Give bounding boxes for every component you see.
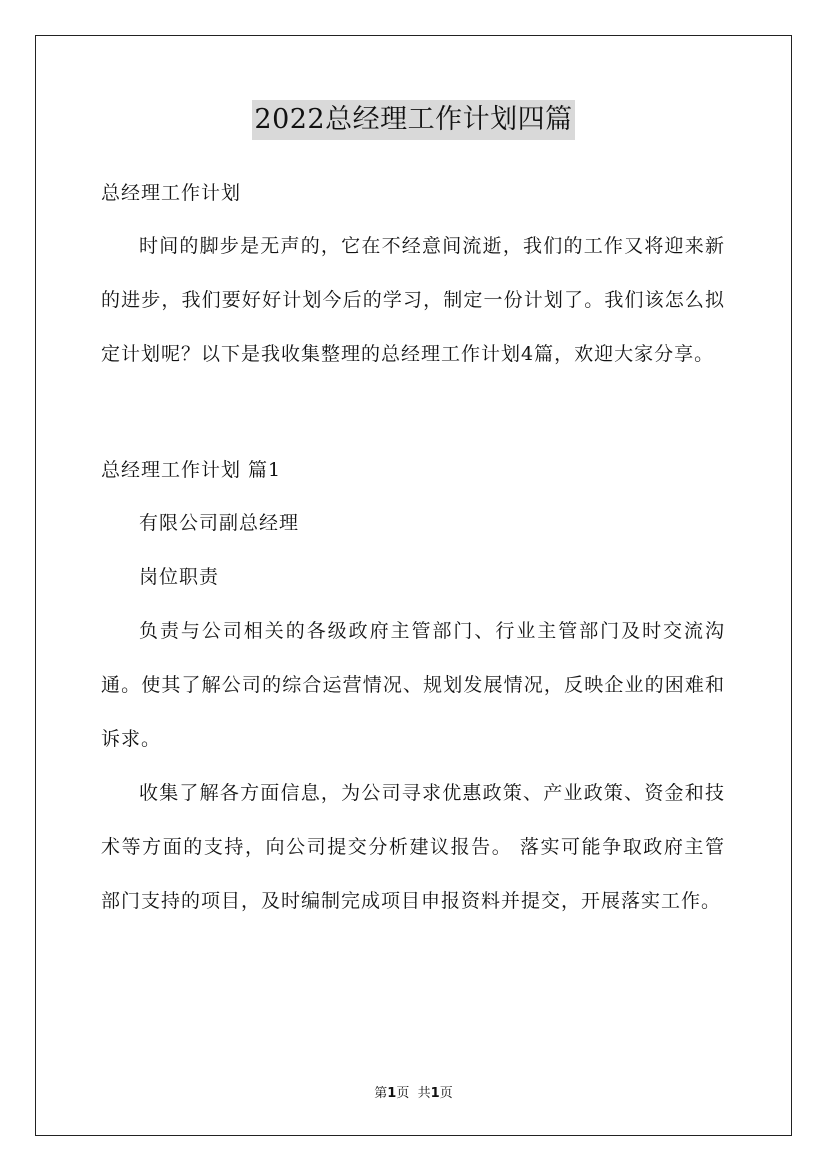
intro-paragraph: 时间的脚步是无声的，它在不经意间流逝，我们的工作又将迎来新的进步，我们要好好计划今后的学习，制定一份计划了。我们该怎么拟定计划呢？以下是我收集整理的总经理工作计划4篇，欢迎大家分享。 [101, 235, 725, 365]
section1-paragraph-1: 负责与公司相关的各级政府主管部门、行业主管部门及时交流沟通。使其了解公司的综合运营情况、规划发展情况，反映企业的困难和诉求。 [101, 620, 725, 750]
footer-page-prefix: 第 [374, 1086, 388, 1101]
footer-page-number: 1 [387, 1086, 397, 1101]
footer-total-prefix: 共 [417, 1086, 431, 1101]
title-container [0, 100, 827, 140]
footer-total-number: 1 [430, 1086, 440, 1101]
section1-subheading: 岗位职责 [139, 566, 220, 588]
intro-heading: 总经理工作计划 [101, 182, 242, 204]
footer-total-suffix: 页 [439, 1086, 453, 1101]
section1-heading: 总经理工作计划 篇1 [101, 459, 282, 481]
footer-page-suffix: 页 [396, 1086, 410, 1101]
section1-paragraph-2: 收集了解各方面信息，为公司寻求优惠政策、产业政策、资金和技术等方面的支持，向公司提交分析建议报告。 落实可能争取政府主管部门支持的项目，及时编制完成项目申报资料并提交，开展落实工作。 [101, 782, 725, 912]
document-body [101, 172, 725, 928]
page-footer [0, 1082, 827, 1101]
document-title: 2022总经理工作计划四篇 [252, 100, 574, 140]
section1-role: 有限公司副总经理 [139, 512, 300, 534]
